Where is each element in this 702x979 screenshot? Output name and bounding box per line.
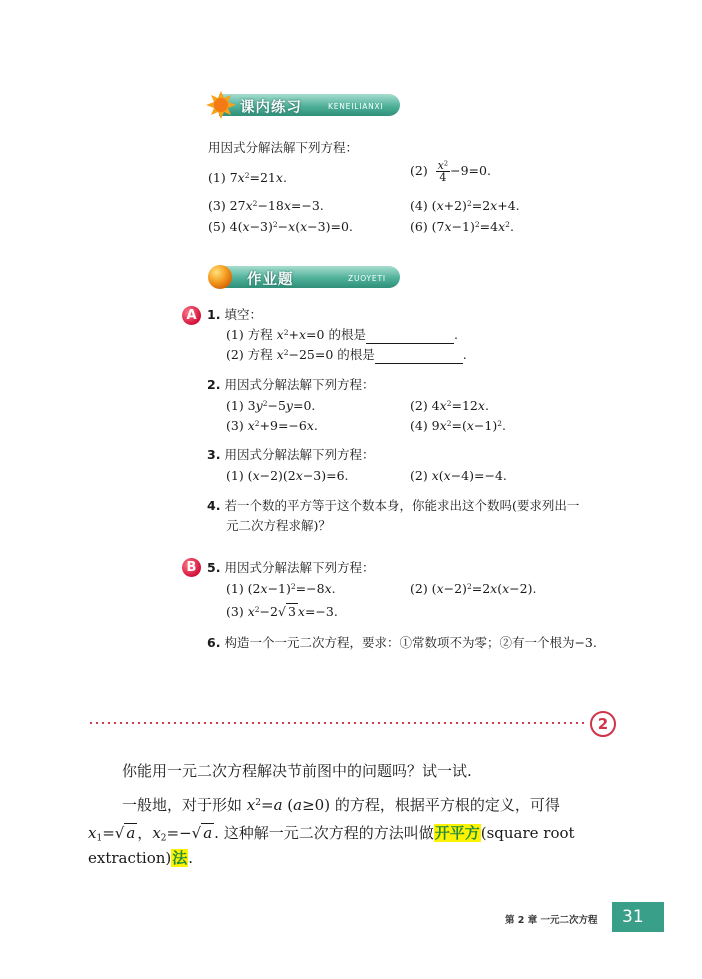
homework-banner-title: 作业题 xyxy=(247,272,294,288)
question-4-line-2: 元二次方程求解)？ xyxy=(226,518,331,533)
section-para-2-line-2: $x_1=√$ a ，$x_2=-√$ a . 这种解一元二次方程的方法叫做开平方(square root xyxy=(88,824,575,844)
question-number: 1. xyxy=(207,307,221,322)
para-text: extraction) xyxy=(88,849,172,867)
section-divider xyxy=(88,722,586,724)
exercise-item-6: (6) $(7x-1)^2=4x^2$. xyxy=(410,219,514,234)
level-a-badge: A xyxy=(182,306,201,325)
question-1-sub-1: (1) 方程 $x^2+x=0$ 的根是 . xyxy=(226,327,458,342)
question-2-b: (2) $4x^2=12x$. xyxy=(410,398,489,413)
question-5-c: (3) $x^2-2√$ 3 x=−3. xyxy=(226,604,338,619)
answer-blank[interactable] xyxy=(366,331,454,344)
question-5-a: (1) $(2x-1)^2=-8x$. xyxy=(226,581,336,596)
question-4 xyxy=(207,497,579,515)
question-title: 填空： xyxy=(224,307,262,322)
section-number: 2 xyxy=(590,711,616,737)
question-1 xyxy=(207,306,262,324)
exercise-item-2 xyxy=(410,160,491,183)
exercise-item-1: (1) $7x^2=21x$. xyxy=(208,170,287,185)
question-number: 3. xyxy=(207,447,221,462)
radicand: a xyxy=(126,824,136,842)
question-text: 若一个数的平方等于这个数本身，你能求出这个数吗(要求列出一 xyxy=(224,498,580,513)
answer-blank[interactable] xyxy=(375,351,463,364)
term-highlight: 法 xyxy=(172,849,188,867)
question-3-a: (1) (x−2)(2x−3)=6. xyxy=(226,468,349,483)
item-label: (2) xyxy=(410,163,428,178)
question-6 xyxy=(207,634,597,652)
question-number: 6. xyxy=(207,635,221,650)
item-rest: −9=0. xyxy=(450,163,491,178)
page-number: 31 xyxy=(612,902,664,932)
chapter-footer: 第 2 章 一元二次方程 xyxy=(505,915,598,926)
question-text: 构造一个一元二次方程，要求：①常数项不为零；②有一个根为−3. xyxy=(224,635,597,650)
exercise-item-3: (3) $27x^2-18x=-3$. xyxy=(208,198,324,213)
question-title: 用因式分解法解下列方程： xyxy=(224,377,375,392)
question-1-sub-2: (2) 方程 $x^2-25=0$ 的根是 . xyxy=(226,347,467,362)
para-text: . xyxy=(188,849,194,867)
section-para-2-line-3 xyxy=(88,847,193,868)
term-highlight: 开平方 xyxy=(434,824,480,842)
para-text: . 这种解一元二次方程的方法叫做 xyxy=(214,824,434,842)
section-para-2-line-1: 一般地，对于形如 $x^2=a$ (a≥0) 的方程，根据平方根的定义，可得 xyxy=(122,796,560,814)
question-5 xyxy=(207,559,374,577)
exercise-banner xyxy=(205,91,400,119)
question-title: 用因式分解法解下列方程： xyxy=(224,560,375,575)
radicand: a xyxy=(203,824,213,842)
exercise-instruction: 用因式分解法解下列方程： xyxy=(208,140,359,155)
question-3-b: (2) x(x−4)=−4. xyxy=(410,468,507,483)
section-para-1: 你能用一元二次方程解决节前图中的问题吗？试一试. xyxy=(122,762,472,780)
exercise-item-4: (4) $(x+2)^2=2x+4$. xyxy=(410,198,520,213)
question-2-d: (4) $9x^2=(x-1)^2$. xyxy=(410,418,506,433)
item-label: (1) xyxy=(208,170,226,185)
question-number: 5. xyxy=(207,560,221,575)
exercise-banner-title: 课内练习 xyxy=(240,100,302,116)
sqrt-radicand: 3 xyxy=(287,604,296,619)
question-2-a: (1) $3y^2-5y=0$. xyxy=(226,398,316,413)
question-title: 用因式分解法解下列方程： xyxy=(224,447,375,462)
question-number: 2. xyxy=(207,377,221,392)
homework-banner-pinyin: ZUOYETI xyxy=(348,274,386,283)
question-5-b: (2) $(x-2)^2=2x(x-2)$. xyxy=(410,581,537,596)
exercise-banner-pinyin: KENEILIANXI xyxy=(328,102,384,111)
para-text: (square root xyxy=(480,824,575,842)
homework-banner xyxy=(205,263,400,291)
sun-icon xyxy=(205,91,237,119)
question-2-c: (3) $x^2+9=-6x$. xyxy=(226,418,318,433)
exercise-item-5: (5) $4(x-3)^2-x(x-3)=0$. xyxy=(208,219,353,234)
orb-icon xyxy=(206,263,234,291)
question-2 xyxy=(207,376,374,394)
level-b-badge: B xyxy=(182,558,201,577)
fraction: $\frac{x^2}{4}$ xyxy=(437,159,449,184)
question-number: 4. xyxy=(207,498,221,513)
question-3 xyxy=(207,446,374,464)
